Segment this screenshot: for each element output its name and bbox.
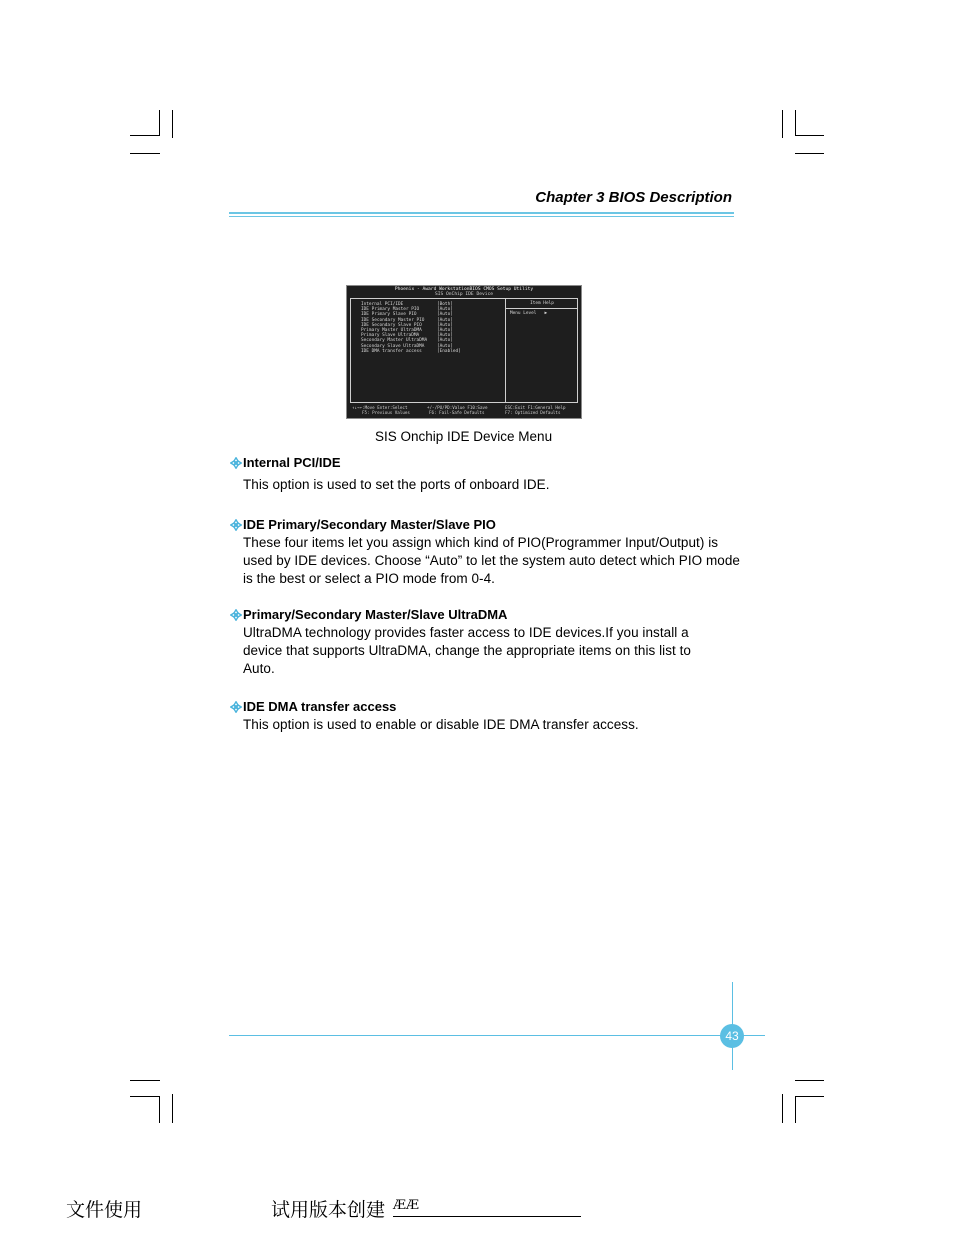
section-body: These four items let you assign which kind of PIO(Programmer Input/Output) is used by IDE devices. Choose “Auto” to let the system auto detect which PIO mode is the best or select a PIO mode from 0-4. — [243, 535, 740, 586]
section-heading: IDE Primary/Secondary Master/Slave PIO — [230, 516, 740, 533]
section-ide-dma — [230, 698, 740, 734]
section-heading: IDE DMA transfer access — [230, 698, 740, 715]
crop-mark — [130, 1096, 160, 1097]
bios-menu-level: Menu Level ▶ — [510, 311, 548, 316]
section-body: UltraDMA technology provides faster access to IDE devices.If you install a device that supports UltraDMA, change the appropriate items on this list to Auto. — [243, 625, 691, 676]
crop-mark — [159, 1096, 160, 1123]
section-ide-pio — [230, 516, 740, 587]
crop-mark — [795, 153, 824, 154]
figure-caption: SIS Onchip IDE Device Menu — [375, 429, 553, 444]
crop-mark — [782, 110, 783, 138]
bios-divider — [505, 298, 506, 403]
crop-mark — [159, 110, 160, 136]
bios-divider — [506, 308, 578, 309]
section-body: This option is used to enable or disable IDE DMA transfer access. — [243, 717, 639, 732]
header-rule — [229, 212, 734, 214]
diamond-bullet-icon — [230, 457, 242, 469]
crop-mark — [172, 110, 173, 138]
bios-subtitle: SIS OnChip IDE Device — [434, 292, 494, 297]
crop-mark — [795, 1096, 824, 1097]
footer-rule — [229, 1035, 765, 1036]
crop-mark — [172, 1094, 173, 1123]
crop-mark — [795, 135, 824, 136]
crop-mark — [795, 1096, 796, 1123]
section-heading: Internal PCI/IDE — [230, 454, 740, 471]
bios-title: Phoenix - Award WorkstationBIOS CMOS Setup Utility — [394, 287, 534, 292]
diamond-bullet-icon — [230, 701, 242, 713]
header-rule — [229, 216, 734, 217]
section-internal-pci-ide — [230, 454, 740, 494]
section-body: This option is used to set the ports of onboard IDE. — [243, 477, 550, 492]
trial-notice-right: 试用版本创建 — [271, 1199, 386, 1221]
page-number: 43 — [720, 1024, 744, 1048]
crop-mark — [130, 153, 160, 154]
menu-level-arrow-icon: ▶ — [544, 311, 548, 316]
trial-notice-left: 文件使用 — [66, 1199, 143, 1221]
crop-mark — [130, 1080, 160, 1081]
chapter-title: Chapter 3 BIOS Description — [535, 189, 732, 206]
trial-link[interactable]: ÆÆ — [393, 1198, 420, 1213]
section-heading: Primary/Secondary Master/Slave UltraDMA — [230, 606, 740, 623]
bios-screenshot: Phoenix - Award WorkstationBIOS CMOS Setup Utility SIS OnChip IDE Device Internal PCI/IDE [Both] IDE Primary Master PIO [Auto] IDE Primary Slave PIO [Auto] IDE Secondary Master PIO [Auto] IDE Secondary Slave PIO [Auto] Primary Master UltraDMA [Auto] Primary Slave UltraDMA [Auto] Secondary Master UltraDMA [Auto] Secondary Slave UltraDMA [Auto] IDE DMA transfer access [Enabled] Item Help Menu Level ▶ ↑↓→←:Move Enter:Select +/-/PU/PD:Value F10:Save ESC:Exit F1:General Help F5: Previous Values F6: Fail-Safe Defaults F7: Optimized Defaults — [346, 285, 582, 419]
crop-mark — [795, 1080, 824, 1081]
trial-link-underline — [393, 1216, 581, 1217]
diamond-bullet-icon — [230, 519, 242, 531]
crop-mark — [130, 135, 160, 136]
crop-mark — [795, 110, 796, 136]
crop-mark — [782, 1094, 783, 1123]
diamond-bullet-icon — [230, 609, 242, 621]
section-ultradma — [230, 606, 740, 677]
bios-help-title: Item Help — [530, 301, 554, 306]
